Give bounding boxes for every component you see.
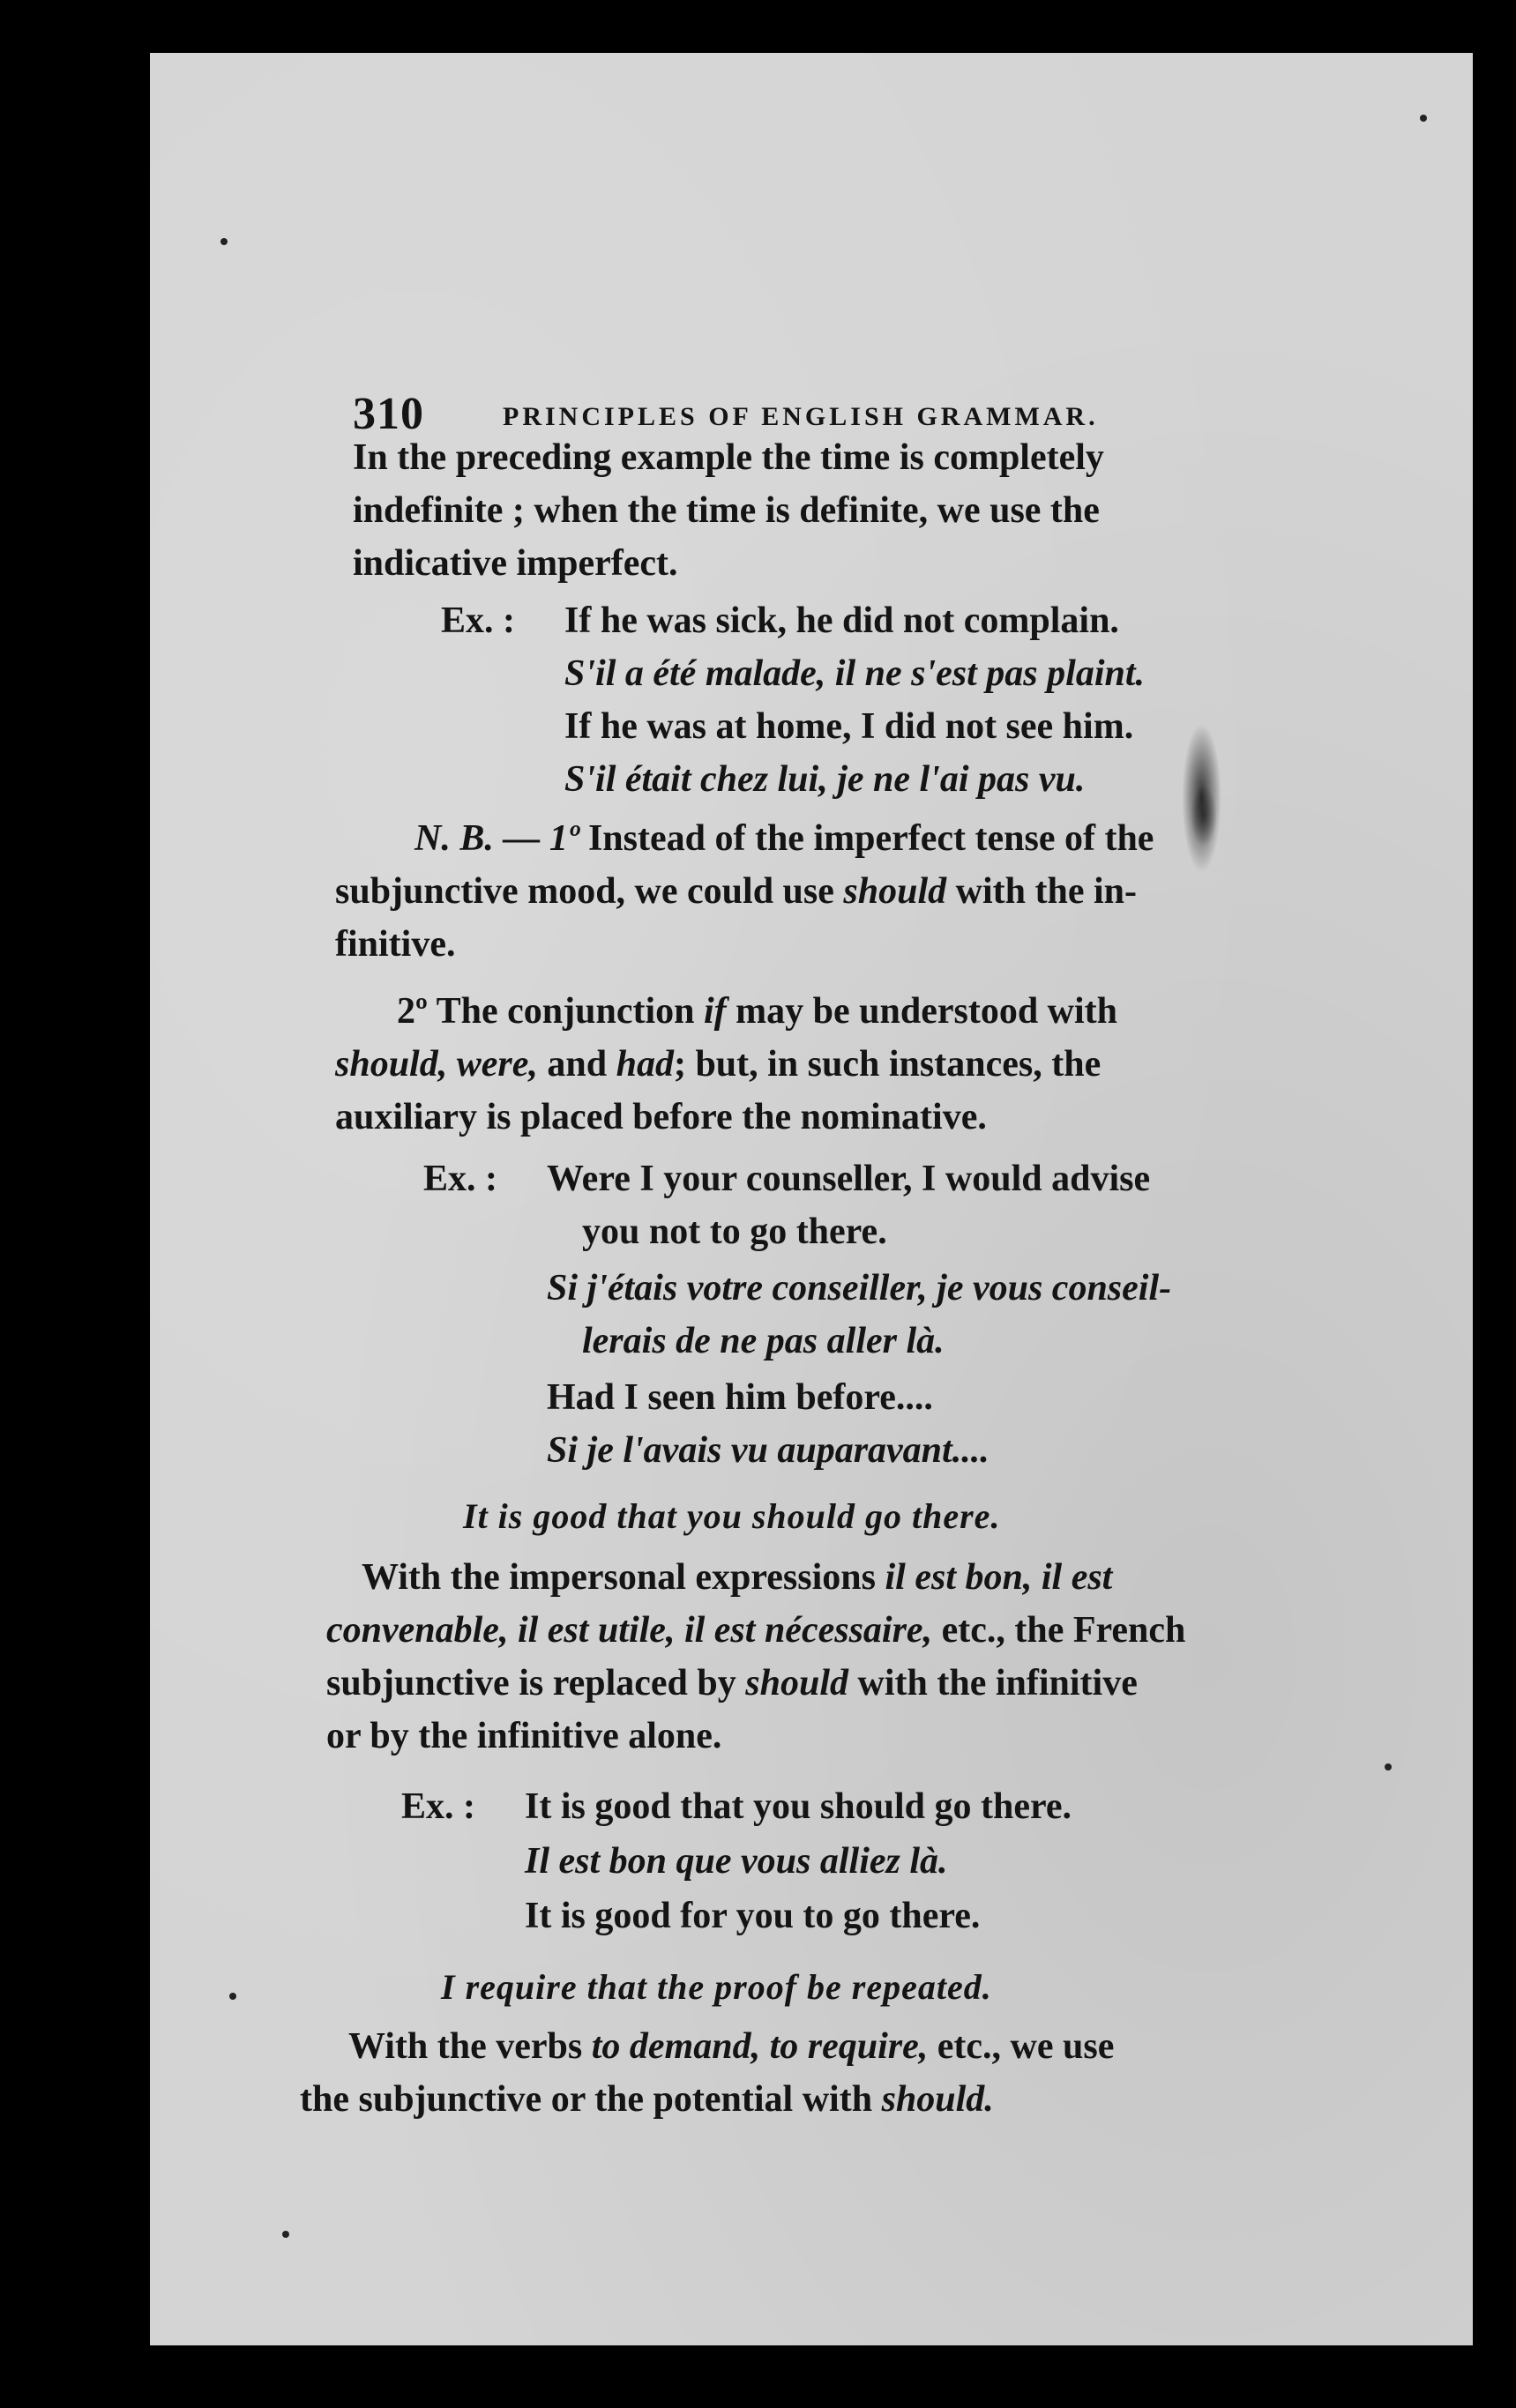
section-heading-1: It is good that you should go there. [463, 1496, 1001, 1536]
note-2-line-2-a: and [547, 1044, 608, 1085]
paragraph-2-line-3 [326, 1658, 1138, 1709]
paragraph-1-line-3: indicative imperfect. [353, 543, 678, 584]
paragraph-3-line-2-a: the subjunctive or the potential with [300, 2079, 873, 2120]
scan-speck [1420, 115, 1427, 122]
scanned-page [150, 53, 1473, 2345]
paragraph-3-line-2 [300, 2074, 994, 2125]
example-2-label: Ex. : [423, 1159, 497, 1199]
example-2-line-6: Si je l'avais vu auparavant.... [547, 1430, 990, 1471]
example-2-line-5: Had I seen him before.... [547, 1377, 933, 1418]
example-1-line-2: S'il a été malade, il ne s'est pas plaint. [564, 653, 1146, 694]
note-2-line-1-b: may be understood with [736, 991, 1118, 1032]
example-2-line-2: you not to go there. [582, 1211, 887, 1252]
example-1-line-1: If he was sick, he did not complain. [564, 600, 1119, 641]
example-1-line-4: S'il était chez lui, je ne l'ai pas vu. [564, 759, 1086, 800]
note-line-1-text: Instead of the imperfect tense of the [587, 818, 1154, 859]
paragraph-1-line-2: indefinite ; when the time is definite, we use the [353, 490, 1100, 531]
note-2-line-2-italic-2: had [616, 1044, 674, 1085]
paragraph-2-line-1-a: With the impersonal expressions [362, 1557, 876, 1598]
example-3-label: Ex. : [401, 1786, 475, 1827]
note-2-line-2-b: ; but, in such instances, the [673, 1044, 1102, 1085]
note-line-2-italic: should [843, 871, 947, 912]
paragraph-3-line-1 [348, 2021, 1114, 2072]
scan-speck [220, 238, 228, 245]
example-3-line-3: It is good for you to go there. [525, 1896, 981, 1936]
example-2-line-4: lerais de ne pas aller là. [582, 1321, 945, 1361]
example-2-line-1: Were I your counseller, I would advise [547, 1159, 1151, 1199]
note-line-3: finitive. [335, 924, 456, 965]
paragraph-3-line-2-italic: should. [881, 2079, 994, 2120]
paragraph-2-line-3-b: with the infinitive [857, 1663, 1138, 1703]
running-title: PRINCIPLES OF ENGLISH GRAMMAR. [503, 402, 1099, 431]
scan-speck [229, 1993, 236, 2000]
example-1-label: Ex. : [441, 600, 515, 641]
paragraph-2-line-3-a: subjunctive is replaced by [326, 1663, 736, 1703]
example-3-line-2: Il est bon que vous alliez là. [525, 1841, 948, 1882]
note-line-1 [414, 813, 1154, 864]
note-2-line-2-italic-1: should, were, [335, 1044, 538, 1085]
note-2-line-3: auxiliary is placed before the nominative. [335, 1097, 987, 1137]
example-3-line-1: It is good that you should go there. [525, 1786, 1072, 1827]
paragraph-2-line-2-b: etc., the French [941, 1610, 1186, 1651]
note-2-line-1-italic: if [703, 991, 727, 1032]
scan-speck [1385, 1763, 1392, 1771]
note-2-line-2 [335, 1039, 1101, 1090]
paragraph-3-line-1-a: With the verbs [348, 2026, 583, 2067]
page-number: 310 [353, 389, 424, 439]
note-line-2-a: subjunctive mood, we could use [335, 871, 834, 912]
note-line-2-b: with the in- [955, 871, 1137, 912]
paragraph-2-line-3-italic: should [745, 1663, 849, 1703]
example-2-line-3: Si j'étais votre conseiller, je vous conseil- [547, 1268, 1172, 1308]
paragraph-2-line-1-italic: il est bon, il est [885, 1557, 1113, 1598]
paragraph-1-line-1: In the preceding example the time is completely [353, 437, 1104, 478]
note-marker: N. B. — 1º [414, 818, 579, 859]
paragraph-2-line-2-italic: convenable, il est utile, il est nécessaire, [326, 1610, 933, 1651]
paragraph-3-line-1-b: etc., we use [937, 2026, 1115, 2067]
scan-speck [282, 2231, 289, 2238]
note-line-2 [335, 866, 1137, 917]
section-heading-2: I require that the proof be repeated. [441, 1967, 992, 2007]
paragraph-2-line-1 [362, 1552, 1112, 1603]
paragraph-2-line-4: or by the infinitive alone. [326, 1716, 722, 1756]
paragraph-3-line-1-italic: to demand, to require, [591, 2026, 929, 2067]
ink-smudge-small [1191, 785, 1217, 846]
paragraph-2-line-2 [326, 1605, 1185, 1656]
example-1-line-3: If he was at home, I did not see him. [564, 706, 1134, 747]
note-2-line-1 [397, 986, 1117, 1037]
note-2-line-1-a: 2º The conjunction [397, 991, 695, 1032]
